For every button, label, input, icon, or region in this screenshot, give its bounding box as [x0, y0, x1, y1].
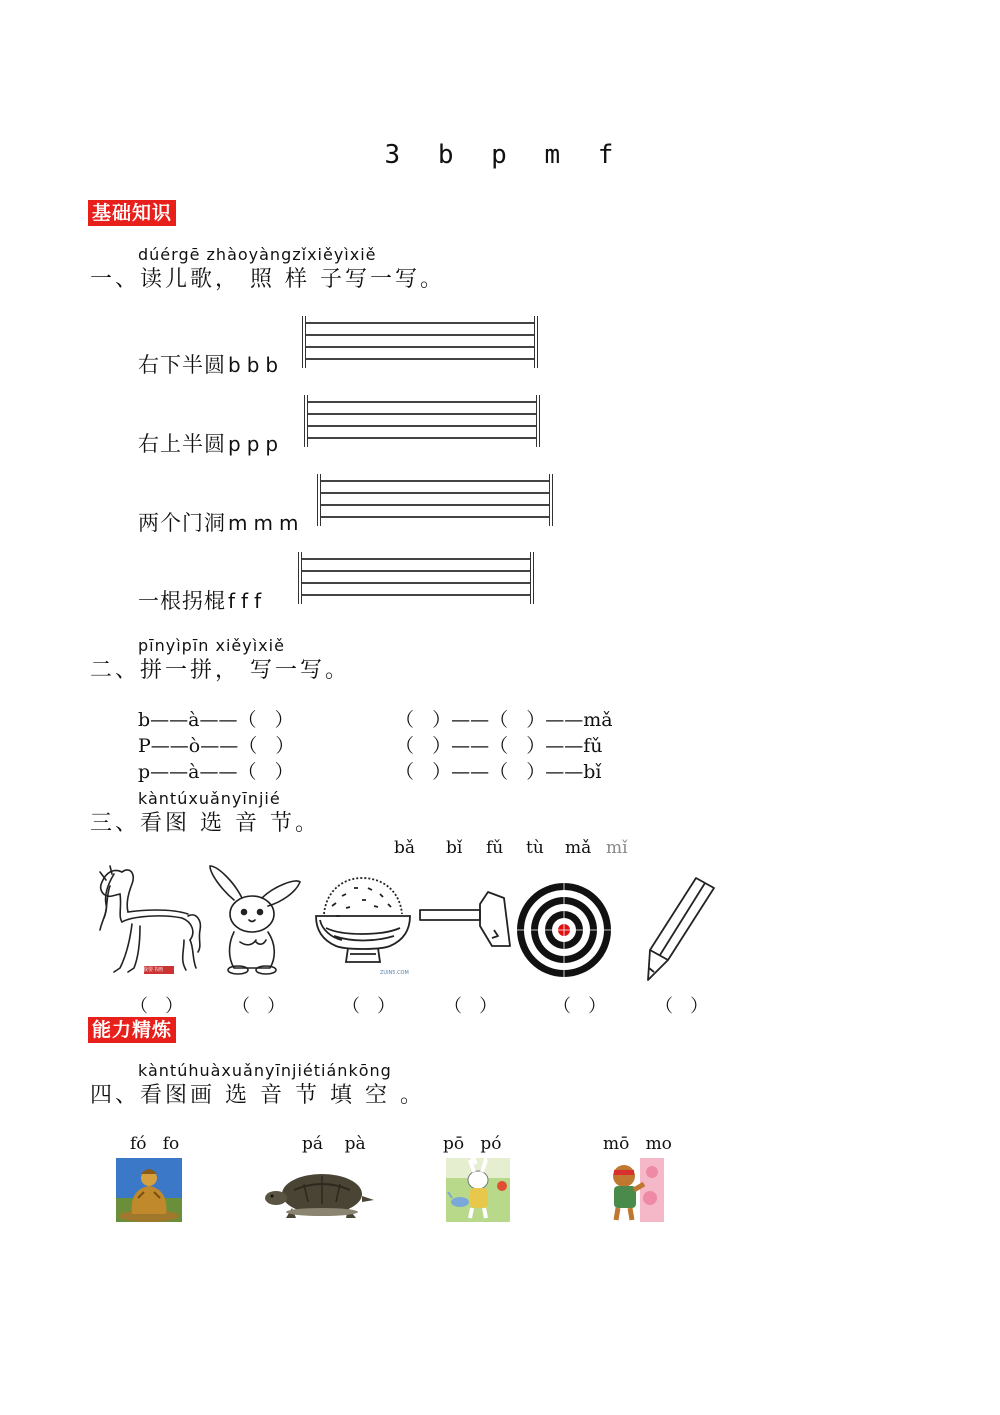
exercise-left-1[interactable]: b——à——（ ）	[138, 709, 294, 731]
syllables-rabbit: pō pó	[443, 1134, 502, 1154]
writing-lines-f[interactable]	[298, 552, 534, 604]
option-ma: mǎ	[565, 838, 592, 858]
option-ba: bǎ	[394, 838, 416, 858]
q1-heading: 一、读儿歌， 照 样 子写一写。	[90, 267, 445, 292]
pencil-picture	[642, 876, 718, 982]
horse-picture	[92, 860, 204, 980]
rhyme-text: 右下半圆	[138, 353, 226, 377]
q3-pinyin: kàntúxuǎnyīnjié	[138, 789, 281, 808]
rhyme-letters: fff	[228, 589, 268, 613]
section-badge-advanced: 能力精炼	[88, 1017, 176, 1043]
answer-blank-axe[interactable]: （ ）	[444, 996, 498, 1017]
answer-blank-horse[interactable]: （ ）	[130, 996, 184, 1017]
rhyme-letters: bbb	[228, 353, 285, 377]
answer-blank-rabbit[interactable]: （ ）	[232, 996, 286, 1017]
q3-heading: 三、看图 选 音 节。	[90, 811, 320, 836]
section-badge-basic: 基础知识	[88, 200, 176, 226]
q1-pinyin: dúérgē zhàoyàngzǐxiěyìxiě	[138, 245, 377, 264]
writing-lines-m[interactable]	[317, 474, 553, 526]
exercise-left-3[interactable]: p——à——（ ）	[138, 761, 294, 783]
exercise-right-2[interactable]: （ ）——（ ）——fǔ	[395, 735, 603, 757]
writing-lines-p[interactable]	[304, 395, 540, 447]
rabbit-watering-picture	[446, 1158, 510, 1222]
option-mi: mǐ	[606, 838, 628, 858]
page-title: 3 b p m f	[384, 140, 616, 170]
rhyme-line-f	[138, 585, 267, 615]
bear-touching-picture	[600, 1158, 664, 1222]
rhyme-line-p	[138, 428, 284, 458]
exercise-left-2[interactable]: P——ò——（ ）	[138, 735, 295, 757]
rhyme-line-b	[138, 349, 284, 379]
answer-blank-rice[interactable]: （ ）	[342, 996, 396, 1017]
rabbit-picture	[204, 860, 304, 980]
watermark: ZUIN5.COM	[380, 970, 409, 976]
q4-heading: 四、看图画 选 音 节 填 空 。	[90, 1083, 425, 1108]
rhyme-text: 右上半圆	[138, 432, 226, 456]
option-tu: tù	[526, 838, 544, 858]
syllables-turtle: pá pà	[302, 1134, 366, 1154]
writing-lines-b[interactable]	[302, 316, 538, 368]
answer-blank-target[interactable]: （ ）	[553, 996, 607, 1017]
exercise-right-3[interactable]: （ ）——（ ）——bǐ	[395, 761, 602, 783]
axe-picture	[418, 890, 512, 948]
rhyme-text: 一根拐棍	[138, 589, 226, 613]
rhyme-letters: ppp	[228, 432, 285, 456]
buddha-picture	[116, 1158, 182, 1222]
rice-bowl-picture	[312, 870, 414, 978]
option-fu: fǔ	[486, 838, 504, 858]
rhyme-letters: mmm	[228, 511, 305, 535]
q4-pinyin: kàntúhuàxuǎnyīnjiétiánkōng	[138, 1061, 392, 1080]
rhyme-text: 两个门洞	[138, 511, 226, 535]
option-bi: bǐ	[446, 838, 463, 858]
syllables-bear: mō mo	[603, 1134, 672, 1154]
rhyme-line-m	[138, 507, 304, 537]
turtle-picture	[264, 1168, 376, 1222]
target-picture	[516, 882, 612, 978]
exercise-right-1[interactable]: （ ）——（ ）——mǎ	[395, 709, 613, 731]
q2-pinyin: pīnyìpīn xiěyìxiě	[138, 636, 285, 655]
watermark: 我要书画	[143, 967, 164, 973]
q2-heading: 二、拼一拼， 写一写。	[90, 658, 350, 683]
answer-blank-pencil[interactable]: （ ）	[655, 996, 709, 1017]
syllables-buddha: fó fo	[130, 1134, 180, 1154]
